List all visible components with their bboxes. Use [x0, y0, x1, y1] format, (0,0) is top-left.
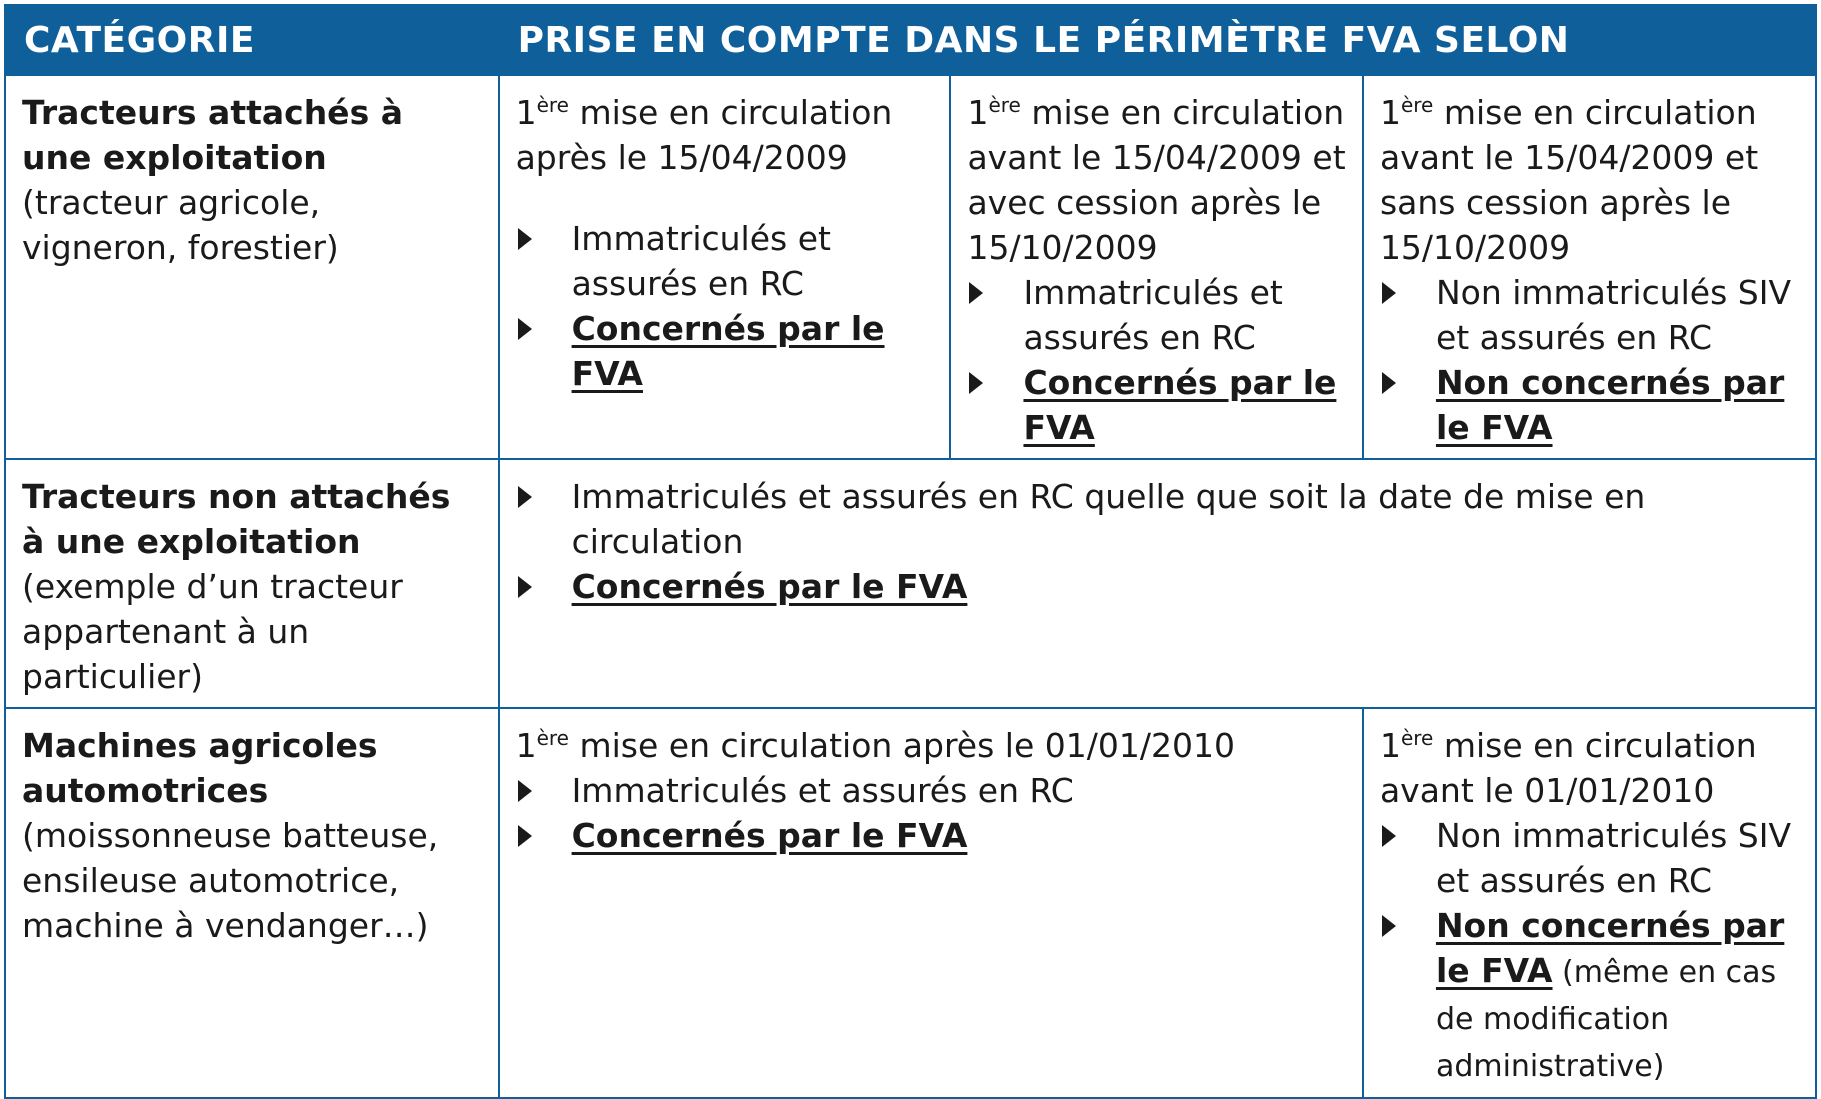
condition-cell	[1363, 75, 1816, 459]
triangle-bullet-icon	[969, 282, 983, 304]
status-not-concerned: Non concernés par le FVA	[1435, 906, 1785, 990]
triangle-bullet-icon	[518, 825, 532, 847]
condition-cell	[499, 459, 1816, 708]
category-detail: (exemple d’un tracteur appartenant à un particulier)	[22, 567, 403, 696]
category-title: Tracteurs attachés à une exploitation	[22, 93, 403, 177]
category-cell	[5, 75, 499, 459]
list-item	[516, 813, 1346, 858]
category-cell	[5, 708, 499, 1098]
status-concerned: Concernés par le FVA	[1023, 363, 1337, 447]
condition-intro: 1ère mise en circulation avant le 15/04/2009 et sans cession après le 15/10/2009	[1379, 93, 1759, 267]
condition-intro: 1ère mise en circulation après le 15/04/2009	[515, 93, 893, 177]
header-perimeter: PRISE EN COMPTE DANS LE PÉRIMÈTRE FVA SELON	[499, 5, 1816, 75]
triangle-bullet-icon	[1382, 282, 1396, 304]
status-concerned: Concernés par le FVA	[571, 816, 968, 855]
status-concerned: Concernés par le FVA	[571, 567, 968, 606]
category-cell	[5, 459, 499, 708]
status-concerned: Concernés par le FVA	[571, 309, 885, 393]
list-item: Non immatriculés SIV et assurés en RC	[1380, 270, 1799, 360]
condition-intro: 1ère mise en circulation avant le 15/04/2009 et avec cession après le 15/10/2009	[967, 93, 1346, 267]
triangle-bullet-icon	[969, 372, 983, 394]
triangle-bullet-icon	[1382, 915, 1396, 937]
list-item: Immatriculés et assurés en RC quelle que soit la date de mise en circulation	[516, 474, 1799, 564]
triangle-bullet-icon	[518, 228, 532, 250]
list-item: Immatriculés et assurés en RC	[516, 768, 1346, 813]
list-item: Non immatriculés SIV et assurés en RC	[1380, 813, 1799, 903]
condition-intro: 1ère mise en circulation après le 01/01/2010	[515, 726, 1235, 765]
list-item: Immatriculés et assurés en RC	[516, 216, 934, 306]
list-item	[516, 564, 1799, 609]
triangle-bullet-icon	[518, 780, 532, 802]
category-title: Machines agricoles automotrices	[22, 726, 378, 810]
triangle-bullet-icon	[518, 486, 532, 508]
list-item: Immatriculés et assurés en RC	[967, 270, 1345, 360]
condition-cell	[1363, 708, 1816, 1098]
category-detail: (moissonneuse batteuse, ensileuse automotrice, machine à vendanger…)	[22, 816, 439, 945]
condition-intro: 1ère mise en circulation avant le 01/01/2010	[1379, 726, 1757, 810]
fva-perimeter-table	[4, 4, 1817, 1099]
list-item	[967, 360, 1345, 450]
table-row	[5, 459, 1816, 708]
table-row	[5, 708, 1816, 1098]
condition-cell	[499, 75, 951, 459]
table-row	[5, 75, 1816, 459]
condition-cell	[950, 75, 1362, 459]
category-detail: (tracteur agricole, vigneron, forestier)	[22, 183, 339, 267]
triangle-bullet-icon	[518, 576, 532, 598]
table-header-row	[5, 5, 1816, 75]
triangle-bullet-icon	[518, 318, 532, 340]
category-title: Tracteurs non attachés à une exploitation	[22, 477, 451, 561]
list-item	[516, 306, 934, 396]
condition-cell	[499, 708, 1363, 1098]
list-item	[1380, 360, 1799, 450]
triangle-bullet-icon	[1382, 372, 1396, 394]
triangle-bullet-icon	[1382, 825, 1396, 847]
status-not-concerned: Non concernés par le FVA	[1435, 363, 1785, 447]
status-note: (même en cas de modification administrative)	[1435, 955, 1777, 1084]
header-category: CATÉGORIE	[5, 5, 499, 75]
list-item	[1380, 903, 1799, 1089]
